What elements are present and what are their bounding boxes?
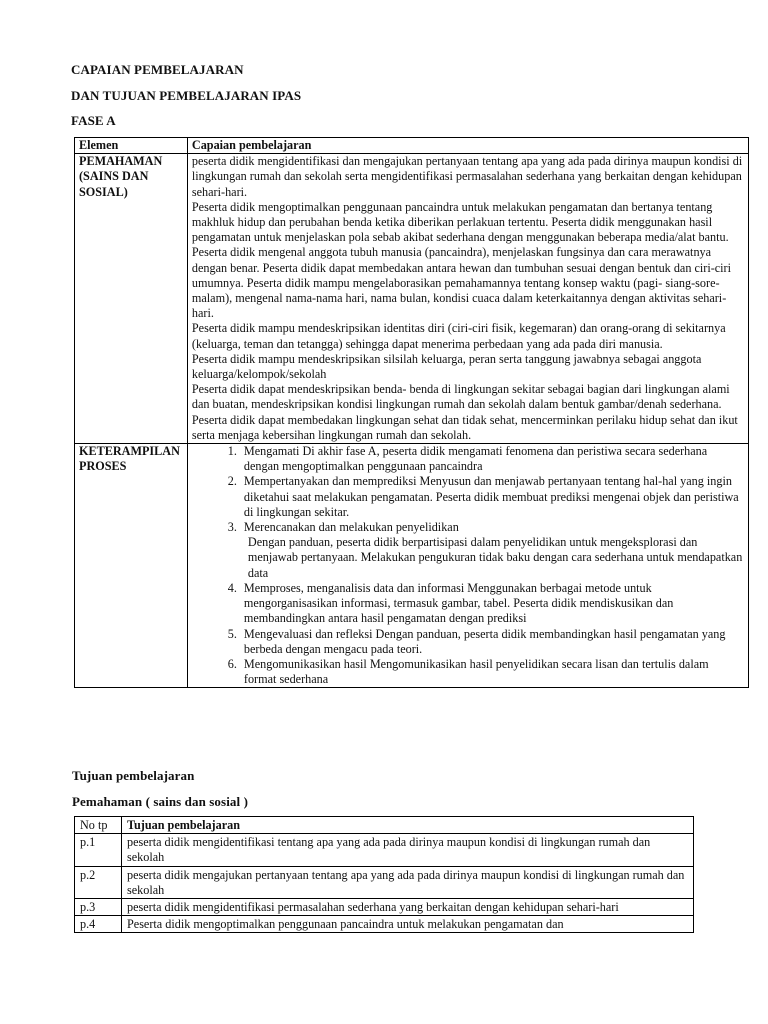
- doc-heading-2: DAN TUJUAN PEMBELAJARAN IPAS: [71, 88, 302, 103]
- capaian-table: [74, 137, 749, 688]
- section-subtitle: Pemahaman ( sains dan sosial ): [72, 794, 248, 809]
- tujuan-table: [74, 816, 694, 933]
- table-row: [75, 916, 694, 933]
- list-item: [240, 520, 744, 581]
- list-item: 4. Memproses, menganalisis data dan informasi Menggunakan berbagai metode untuk mengorganisasikan informasi, termasuk gambar, tabel. Peserta didik mendiskusikan dan membandingkan antara hasil pengamatan dengan prediksi: [240, 581, 744, 627]
- list-item: 1. Mengamati Di akhir fase A, peserta didik mengamati fenomena dan peristiwa secara sederhana dengan mengoptimalkan penggunaan pancaindra: [240, 444, 744, 474]
- doc-heading-1: CAPAIAN PEMBELAJARAN: [71, 62, 244, 77]
- table-row: [75, 834, 694, 866]
- capaian-pemahaman: [187, 154, 748, 444]
- list-item: 6. Mengomunikasikan hasil Mengomunikasikan hasil penyelidikan secara lisan dan tertulis dalam format sederhana: [240, 657, 744, 687]
- row-text: peserta didik mengidentifikasi tentang apa yang ada pada dirinya maupun kondisi di lingkungan rumah dan sekolah: [122, 834, 694, 866]
- col-header-no: No tp: [75, 817, 122, 834]
- paragraph: peserta didik mengidentifikasi dan mengajukan pertanyaan tentang apa yang ada pada dirinya maupun kondisi di lingkungan rumah dan sekolah serta mengidentifikasi permasalahan sederhana yang berkaitan dengan kehidupan sehari-hari.: [191, 154, 743, 199]
- element-keterampilan: KETERAMPILAN PROSES: [75, 444, 188, 688]
- paragraph: Peserta didik mampu mendeskripsikan silsilah keluarga, peran serta tanggung jawabnya sebagai anggota keluarga/kelompok/sekolah: [191, 351, 702, 382]
- row-text: peserta didik mengidentifikasi permasalahan sederhana yang berkaitan dengan kehidupan sehari-hari: [122, 899, 694, 916]
- table-row: [75, 444, 749, 688]
- row-number: p.3: [75, 899, 122, 916]
- doc-heading-3: FASE A: [71, 113, 116, 128]
- table-row: [75, 899, 694, 916]
- table-row: [75, 154, 749, 444]
- col-header-capaian: Capaian pembelajaran: [187, 138, 748, 154]
- paragraph: Peserta didik mampu mendeskripsikan identitas diri (ciri-ciri fisik, kegemaran) dan orang-orang di sekitarnya (keluarga, teman dan tetangga) sehingga dapat menerima perbedaan yang ada pada diri manusia.: [191, 321, 726, 351]
- list-item: 5. Mengevaluasi dan refleksi Dengan panduan, peserta didik membandingkan hasil pengamatan yang berbeda dengan mengacu pada teori.: [240, 627, 744, 657]
- element-pemahaman: PEMAHAMAN (SAINS DAN SOSIAL): [75, 154, 188, 444]
- list-item-detail: Dengan panduan, peserta didik berpartisipasi dalam penyelidikan untuk mengeksplorasi dan menjawab pertanyaan. Melakukan pengukuran tidak baku dengan cara sederhana untuk mendapatkan data: [247, 535, 743, 580]
- col-header-tujuan: Tujuan pembelajaran: [122, 817, 694, 834]
- col-header-elemen: Elemen: [75, 138, 188, 154]
- table-row: [75, 866, 694, 898]
- list-item: 2. Mempertanyakan dan memprediksi Menyusun dan menjawab pertanyaan tentang hal-hal yang ingin diketahui saat melakukan pengamatan. Peserta didik membuat prediksi mengenai objek dan peristiwa di lingkungan sekitar.: [240, 474, 744, 520]
- paragraph: Peserta didik mengenal anggota tubuh manusia (pancaindra), menjelaskan fungsinya dan cara merawatnya dengan benar. Peserta didik dapat membedakan antara hewan dan tumbuhan sesuai dengan bentuk dan ciri-ciri umumnya. Peserta didik mampu mengelaborasikan pemahamannya tentang konsep waktu (pagi- siang-sore-malam), mengenal nama-nama hari, nama bulan, kondisi cuaca dalam keterkaitannya dengan aktivitas sehari-hari.: [191, 245, 732, 321]
- section-title: Tujuan pembelajaran: [72, 768, 195, 783]
- list-item-text: Merencanakan dan melakukan penyelidikan: [243, 520, 459, 535]
- row-text: peserta didik mengajukan pertanyaan tentang apa yang ada pada dirinya maupun kondisi di lingkungan rumah dan sekolah: [122, 866, 694, 898]
- process-list: [192, 444, 744, 687]
- table-header-row: [75, 817, 694, 834]
- row-number: p.4: [75, 916, 122, 933]
- paragraph: Peserta didik dapat mendeskripsikan benda- benda di lingkungan sekitar sebagai bagian dari lingkungan alami dan buatan, mendeskripsikan kondisi lingkungan rumah dan sekolah dalam bentuk gambar/denah sederhana. Peserta didik dapat membedakan lingkungan sehat dan tidak sehat, mencerminkan perilaku hidup sehat dan ikut serta menjaga kebersihan lingkungan rumah dan sekolah.: [191, 382, 738, 442]
- paragraph: Peserta didik mengoptimalkan penggunaan pancaindra untuk melakukan pengamatan dan bertanya tentang makhluk hidup dan perubahan benda ketika diberikan perlakuan tertentu. Peserta didik menggunakan hasil pengamatan untuk menjelaskan pola sebab akibat sederhana dengan menggunakan beberapa media/alat bantu.: [191, 199, 729, 245]
- capaian-keterampilan: [187, 444, 748, 688]
- row-number: p.2: [75, 866, 122, 898]
- row-text: Peserta didik mengoptimalkan penggunaan pancaindra untuk melakukan pengamatan dan: [122, 916, 694, 933]
- row-number: p.1: [75, 834, 122, 866]
- table-header-row: [75, 138, 749, 154]
